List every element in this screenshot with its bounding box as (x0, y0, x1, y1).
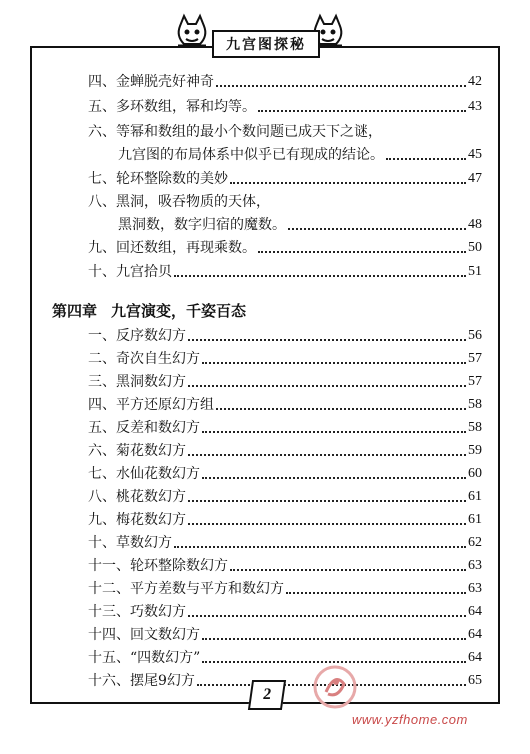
leader-dots (202, 361, 466, 364)
leader-dots (188, 499, 466, 502)
leader-dots (188, 522, 466, 525)
toc-entry-label: 五、多环数组，幂和均等。 (88, 99, 256, 115)
toc-entry-label: 十六、摆尾9幻方 (88, 673, 195, 689)
toc-entry[interactable] (88, 190, 482, 212)
toc-entry-label: 四、平方还原幻方组 (88, 397, 214, 413)
leader-dots (386, 157, 466, 160)
leader-dots (188, 453, 466, 456)
toc-entry-label: 十三、巧数幻方 (88, 604, 186, 620)
toc-entry-label: 九、回还数组，再现乘数。 (88, 240, 256, 256)
toc-entry-page: 64 (468, 627, 482, 642)
toc-entry[interactable] (88, 167, 482, 189)
toc-entry-page: 48 (468, 217, 482, 232)
leader-dots (216, 84, 466, 87)
toc-entry-label: 八、桃花数幻方 (88, 489, 186, 505)
toc-entry-page: 45 (468, 147, 482, 162)
chapter-heading[interactable] (52, 300, 260, 321)
leader-dots (258, 250, 466, 253)
toc-entry-page: 62 (468, 535, 482, 550)
toc-entry-label: 六、菊花数幻方 (88, 443, 186, 459)
toc-entry[interactable] (88, 462, 482, 484)
toc-entry-label: 一、反序数幻方 (88, 328, 186, 344)
toc-entry[interactable] (88, 347, 482, 369)
leader-dots (174, 545, 466, 548)
leader-dots (216, 407, 466, 410)
toc-entry-page: 61 (468, 489, 482, 504)
leader-dots (286, 591, 466, 594)
toc-entry[interactable] (88, 95, 482, 117)
leader-dots (188, 614, 466, 617)
page-number (248, 680, 286, 710)
leader-dots (202, 430, 466, 433)
toc-entry-page: 63 (468, 558, 482, 573)
leader-dots (188, 338, 466, 341)
toc-entry-label: 八、黑洞，吸吞物质的天体， (88, 194, 270, 210)
leader-dots (202, 660, 466, 663)
toc-entry[interactable] (88, 646, 482, 668)
toc-entry-page: 57 (468, 351, 482, 366)
toc-entry-label: 四、金蝉脱壳好神奇 (88, 74, 214, 90)
toc-entry-label: 十、九宫拾贝 (88, 264, 172, 280)
toc-entry[interactable] (88, 554, 482, 576)
toc-entry[interactable] (88, 370, 482, 392)
leader-dots (188, 384, 466, 387)
toc-entry[interactable] (88, 260, 482, 282)
toc-entry-label: 六、等幂和数组的最小个数问题已成天下之谜， (88, 124, 382, 140)
toc-entry-label: 黑洞数，数字归宿的魔数。 (118, 217, 286, 233)
toc-entry-page: 42 (468, 74, 482, 89)
toc-entry[interactable] (88, 324, 482, 346)
toc-entry-label: 十、草数幻方 (88, 535, 172, 551)
toc-entry[interactable] (88, 508, 482, 530)
toc-entry-label: 九、梅花数幻方 (88, 512, 186, 528)
leader-dots (230, 181, 466, 184)
toc-entry-page: 56 (468, 328, 482, 343)
toc-entry[interactable] (88, 70, 482, 92)
toc-entry-page: 57 (468, 374, 482, 389)
toc-entry[interactable] (88, 531, 482, 553)
toc-entry-page: 47 (468, 171, 482, 186)
toc-entry[interactable] (88, 600, 482, 622)
toc-entry-page: 60 (468, 466, 482, 481)
toc-entry[interactable] (88, 120, 482, 142)
toc-entry-page: 59 (468, 443, 482, 458)
leader-dots (202, 476, 466, 479)
toc-entry-label: 三、黑洞数幻方 (88, 374, 186, 390)
toc-entry-page: 64 (468, 604, 482, 619)
toc-entry-label: 五、反差和数幻方 (88, 420, 200, 436)
running-header-title: 九宫图探秘 (212, 30, 320, 58)
toc-entry-label: 十五、“四数幻方” (88, 650, 201, 666)
toc-entry[interactable] (88, 577, 482, 599)
toc-entry-page: 58 (468, 397, 482, 412)
toc-entry-page: 50 (468, 240, 482, 255)
leader-dots (202, 637, 466, 640)
toc-entry-continued[interactable] (118, 143, 482, 165)
toc-entry-label: 十一、轮环整除数幻方 (88, 558, 228, 574)
leader-dots (230, 568, 466, 571)
toc-entry[interactable] (88, 623, 482, 645)
toc-entry-label: 七、轮环整除数的美妙 (88, 171, 228, 187)
leader-dots (258, 109, 466, 112)
watermark-url: www.yzfhome.com (352, 712, 468, 727)
toc-entry-label: 十二、平方差数与平方和数幻方 (88, 581, 284, 597)
toc-entry[interactable] (88, 393, 482, 415)
chapter-number: 第四章 (52, 302, 98, 320)
toc-entry-label: 七、水仙花数幻方 (88, 466, 200, 482)
toc-entry-page: 61 (468, 512, 482, 527)
leader-dots (174, 274, 466, 277)
toc-entry-page: 63 (468, 581, 482, 596)
toc-entry-page: 58 (468, 420, 482, 435)
toc-entry-page: 64 (468, 650, 482, 665)
page-number-text: 2 (261, 686, 273, 703)
toc-entry-label: 九宫图的布局体系中似乎已有现成的结论。 (118, 147, 384, 163)
toc-entry-label: 二、奇次自生幻方 (88, 351, 200, 367)
toc-entry[interactable] (88, 439, 482, 461)
toc-entry[interactable] (88, 485, 482, 507)
toc-entry[interactable] (88, 236, 482, 258)
toc-entry-page: 43 (468, 99, 482, 114)
toc-entry-label: 十四、回文数幻方 (88, 627, 200, 643)
toc-entry[interactable] (88, 416, 482, 438)
toc-entry-page: 51 (468, 264, 482, 279)
toc-entry-continued[interactable] (118, 213, 482, 235)
watermark-logo-icon (312, 664, 358, 710)
toc-entry-page: 65 (468, 673, 482, 688)
chapter-title: 九宫演变，千姿百态 (111, 302, 247, 320)
leader-dots (288, 227, 466, 230)
